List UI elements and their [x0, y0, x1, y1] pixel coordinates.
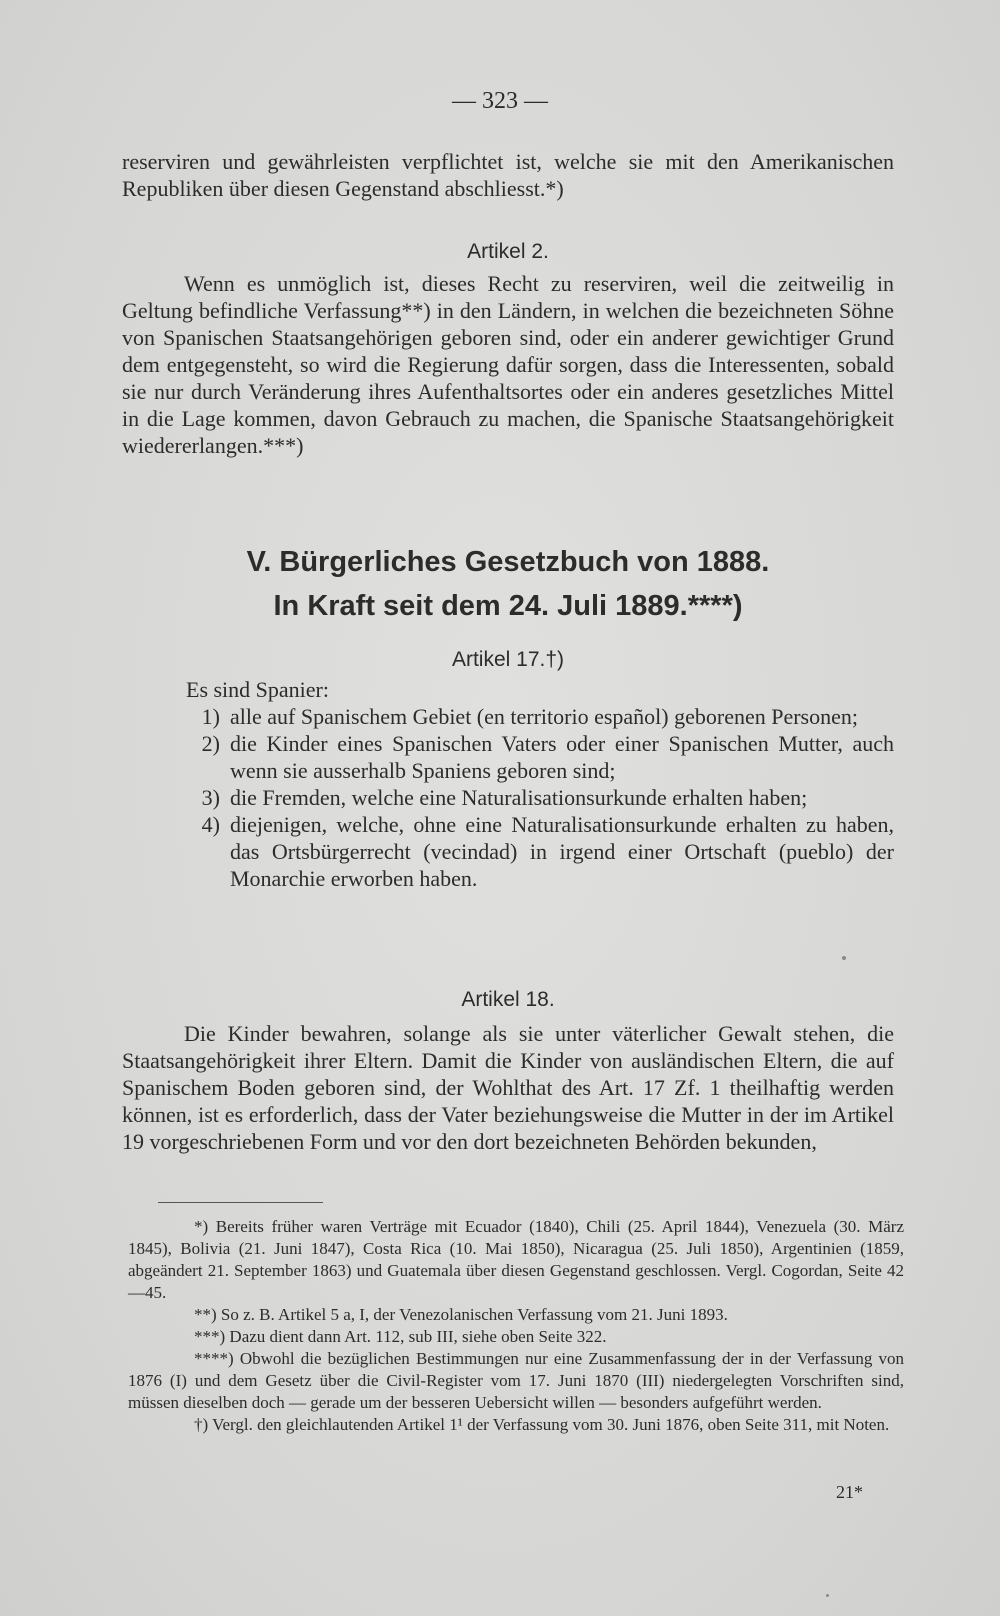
article-17	[122, 648, 894, 892]
article-18-heading: Artikel 18.	[461, 988, 555, 1011]
list-item-text: diejenigen, welche, ohne eine Naturalisationsurkunde erhalten zu haben, das Ortsbürgerrecht (vecindad) in irgend einer Ortschaft (pueblo) der Monarchie erworben haben.	[230, 812, 894, 891]
intro-block	[122, 148, 894, 202]
article-17-lead: Es sind Spanier:	[186, 677, 329, 702]
footnote: ***) Dazu dient dann Art. 112, sub III, siehe oben Seite 322.	[194, 1327, 607, 1346]
article-2-heading: Artikel 2.	[467, 240, 549, 263]
page-number: — 323 —	[452, 88, 548, 114]
list-item	[122, 730, 894, 784]
signature-mark: 21*	[836, 1482, 863, 1502]
section-title-line2: In Kraft seit dem 24. Juli 1889.****)	[273, 590, 743, 622]
footnote: †) Vergl. den gleichlautenden Artikel 1¹ der Verfassung vom 30. Juni 1876, oben Seite 311, mit Noten.	[194, 1415, 890, 1434]
paper-speck	[826, 1594, 829, 1597]
article-2	[122, 240, 894, 459]
article-17-list	[122, 703, 894, 892]
list-item	[122, 784, 894, 811]
list-item-text: die Fremden, welche eine Naturalisationsurkunde erhalten haben;	[230, 785, 808, 810]
list-item	[122, 703, 894, 730]
list-item-text: die Kinder eines Spanischen Vaters oder einer Spanischen Mutter, auch wenn sie ausserhalb Spaniens geboren sind;	[230, 731, 894, 783]
list-item-number: 2)	[201, 731, 220, 756]
section-title-line1: V. Bürgerliches Gesetzbuch von 1888.	[246, 546, 770, 578]
list-item-number: 3)	[201, 785, 220, 810]
list-item-text: alle auf Spanischem Gebiet (en territorio español) geborenen Personen;	[230, 704, 858, 729]
list-item-number: 1)	[201, 704, 220, 729]
footnote-divider	[158, 1202, 323, 1203]
list-item-number: 4)	[201, 812, 220, 837]
article-17-heading: Artikel 17.†)	[451, 648, 565, 671]
article-18	[122, 988, 894, 1155]
footnote: *) Bereits früher waren Verträge mit Ecuador (1840), Chili (25. April 1844), Venezuela (30. März 1845), Bolivia (21. Juni 1847), Costa Rica (10. Mai 1850), Nicaragua (25. Juli 1850), Argentinien (1859, abgeändert 21. September 1863) und Guatemala über diesen Gegenstand geschlossen. Vergl. Cogordan, Seite 42—45.	[128, 1217, 904, 1302]
list-item	[122, 811, 894, 892]
footnote: ****) Obwohl die bezüglichen Bestimmungen nur eine Zusammenfassung der in der Verfassung von 1876 (I) und dem Gesetz über die Civil-Register vom 17. Juni 1870 (III) niedergelegten Vorschriften sind, müssen dieselben doch — gerade um der besseren Uebersicht willen — besonders aufgeführt werden.	[128, 1349, 904, 1412]
paper-speck	[842, 956, 846, 960]
article-2-text: Wenn es unmöglich ist, dieses Recht zu reserviren, weil die zeitweilig in Geltung befindliche Verfassung**) in den Ländern, in welchen die bezeichneten Söhne von Spanischen Staatsangehörigen geboren sind, oder ein anderer gewichtiger Grund dem entgegensteht, so wird die Regierung dafür sorgen, dass die Interessenten, sobald sie nur durch Veränderung ihres Aufenthaltsortes oder ein anderes gesetzliches Mittel in die Lage kommen, davon Gebrauch zu machen, die Spanische Staatsangehörigkeit wiedererlangen.***)	[122, 271, 894, 458]
footnote: **) So z. B. Artikel 5 a, I, der Venezolanischen Verfassung vom 21. Juni 1893.	[194, 1305, 728, 1324]
article-18-text: Die Kinder bewahren, solange als sie unter väterlicher Gewalt stehen, die Staatsangehörigkeit ihrer Eltern. Damit die Kinder von ausländischen Eltern, die auf Spanischem Boden geboren sind, der Wohlthat des Art. 17 Zf. 1 theilhaftig werden können, ist es erforderlich, dass der Vater beziehungsweise die Mutter in der im Artikel 19 vorgeschriebenen Form und vor den dort bezeichneten Behörden bekunden,	[122, 1021, 894, 1154]
footnotes	[128, 1216, 904, 1436]
section-heading	[122, 540, 894, 628]
intro-paragraph: reserviren und gewährleisten verpflichtet ist, welche sie mit den Amerikanischen Republiken über diesen Gegenstand abschliesst.*)	[122, 149, 894, 201]
